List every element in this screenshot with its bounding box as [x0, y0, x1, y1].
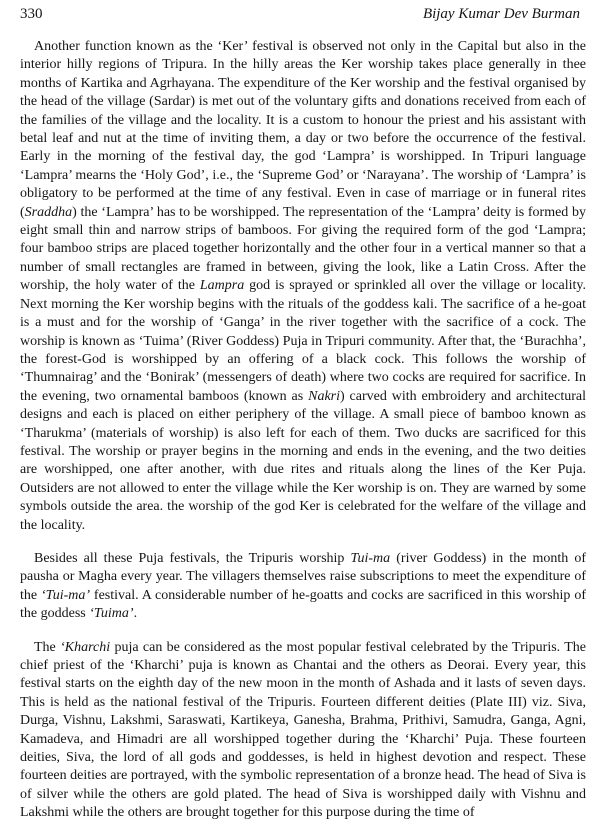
paragraph-tui-ma: [20, 550, 586, 624]
text-segment: festival. A considerable number of he-goatts and cocks are sacrificed in this worship of the goddess: [20, 587, 586, 622]
text-segment-italic: Lampra: [199, 278, 245, 294]
text-segment-italic: Tui-ma: [350, 550, 391, 566]
paragraph-kharchi-puja: [20, 639, 586, 823]
text-segment-italic: Sraddha: [24, 204, 73, 220]
text-segment: ) the ‘Lampra’ has to be worshipped. The representation of the ‘Lampra’ deity is formed by eight small thin and narrow strips of bamboos. For giving the required form of the god ‘Lampra; four bamboo strips are placed together horizontally and the other four in a vertical manner so that a number of small rectangles are framed in between, giving the look, like a Latin Cross. After the worship, the holy water of the: [20, 204, 586, 294]
text-segment: (river Goddess) in the month of pausha or Magha every year. The villagers themselves raise subscriptions to meet the expenditure of the: [20, 550, 586, 603]
text-segment-italic: ‘Tui-ma’: [41, 587, 91, 603]
text-segment: .: [133, 606, 138, 622]
body-text: [20, 38, 586, 823]
text-segment: Another function known as the ‘Ker’ festival is observed not only in the Capital but also in the interior hilly regions of Tripura. In the hilly areas the Ker worship takes place generally in thee months of Kartika and Agrhayana. The expenditure of the Ker worship and the festival organised by the head of the village (Sardar) is met out of the voluntary gifts and donations received from each of the families of the village and the locality. It is a custom to honour the priest and his assistant with betal leaf and nut at the time of inviting them, a day or two before the occurrence of the festival. Early in the morning of the festival day, the god ‘Lampra’ is worshipped. In Tripuri language ‘Lampra’ mearns the ‘Holy God’, i.e., the ‘Supreme God’ or ‘Narayana’. The worship of ‘Lampra’ is obligatory to be performed at the time of any festival. Even in case of marriage or in funeral rites (: [20, 39, 586, 220]
text-segment-italic: Nakri: [308, 388, 340, 404]
text-segment: god is sprayed or sprinkled all over the village or locality. Next morning the Ker worship begins with the rituals of the goddess kali. The sacrifice of a he-goat is a must and for the worship of ‘Ganga’ in the river together with the sacrifice of a cock. The worship is known as ‘Tuima’ (River Goddess) Puja in Tripuri community. After that, the ‘Burachha’, the forest-God is worshipped by an offering of a black cock. This follows the worship of ‘Thumnairag’ and the ‘Bonirak’ (messengers of death) where two cocks are required for sacrifice. In the evening, two ornamental bamboos (known as: [20, 278, 587, 404]
paragraph-ker-festival: [20, 38, 586, 535]
text-segment-italic: ‘Tuima’: [89, 606, 134, 622]
text-segment: The: [34, 639, 61, 655]
page-number: 330: [20, 6, 43, 22]
text-segment-italic: ‘Kharchi: [60, 639, 111, 655]
text-segment: ) carved with embroidery and architectural designs and each is placed on either periphery of the village. A small piece of bamboo known as ‘Tharukma’ (materials of worship) is also left for each of them. Two ducks are sacrificed for this festival. The worship or prayer begins in the morning and ends in the evening, and the two deities are worshipped, one after another, with due rites and rituals along the lines of the Ker Puja. Outsiders are not allowed to enter the village while the Ker worship is on. They are warned by some symbols outside the area. the worship of the god Ker is celebrated for the welfare of the village and the locality.: [20, 388, 586, 533]
running-head: Bijay Kumar Dev Burman: [422, 6, 580, 22]
text-segment: puja can be considered as the most popular festival celebrated by the Tripuris. The chief priest of the ‘Kharchi’ puja is known as Chantai and the others as Deorai. Every year, this festival starts on the eighth day of the new moon in the month of Ashada and it lasts of seven days. This is held as the national festival of the Tripuris. Fourteen different deities (Plate III) viz. Siva, Durga, Vishnu, Lakshmi, Saraswati, Kartikeya, Ganesha, Brahma, Prithivi, Samudra, Ganga, Agni, Kamadeva, and Himadri are all worshipped together during the ‘Kharchi’ Puja. These fourteen deities, Siva, the lord of all gods and goddesses, is held in highest devotion and respect. These fourteen deities are portrayed, with the symbolic representation of a bronze head. The head of Siva is of silver while the others are gold plated. The head of Siva is worshipped daily with Vishnu and Lakshmi while the others are brought together for this purpose during the time of: [20, 639, 586, 821]
page-header: [20, 0, 586, 38]
text-segment: Besides all these Puja festivals, the Tripuris worship: [34, 550, 351, 566]
